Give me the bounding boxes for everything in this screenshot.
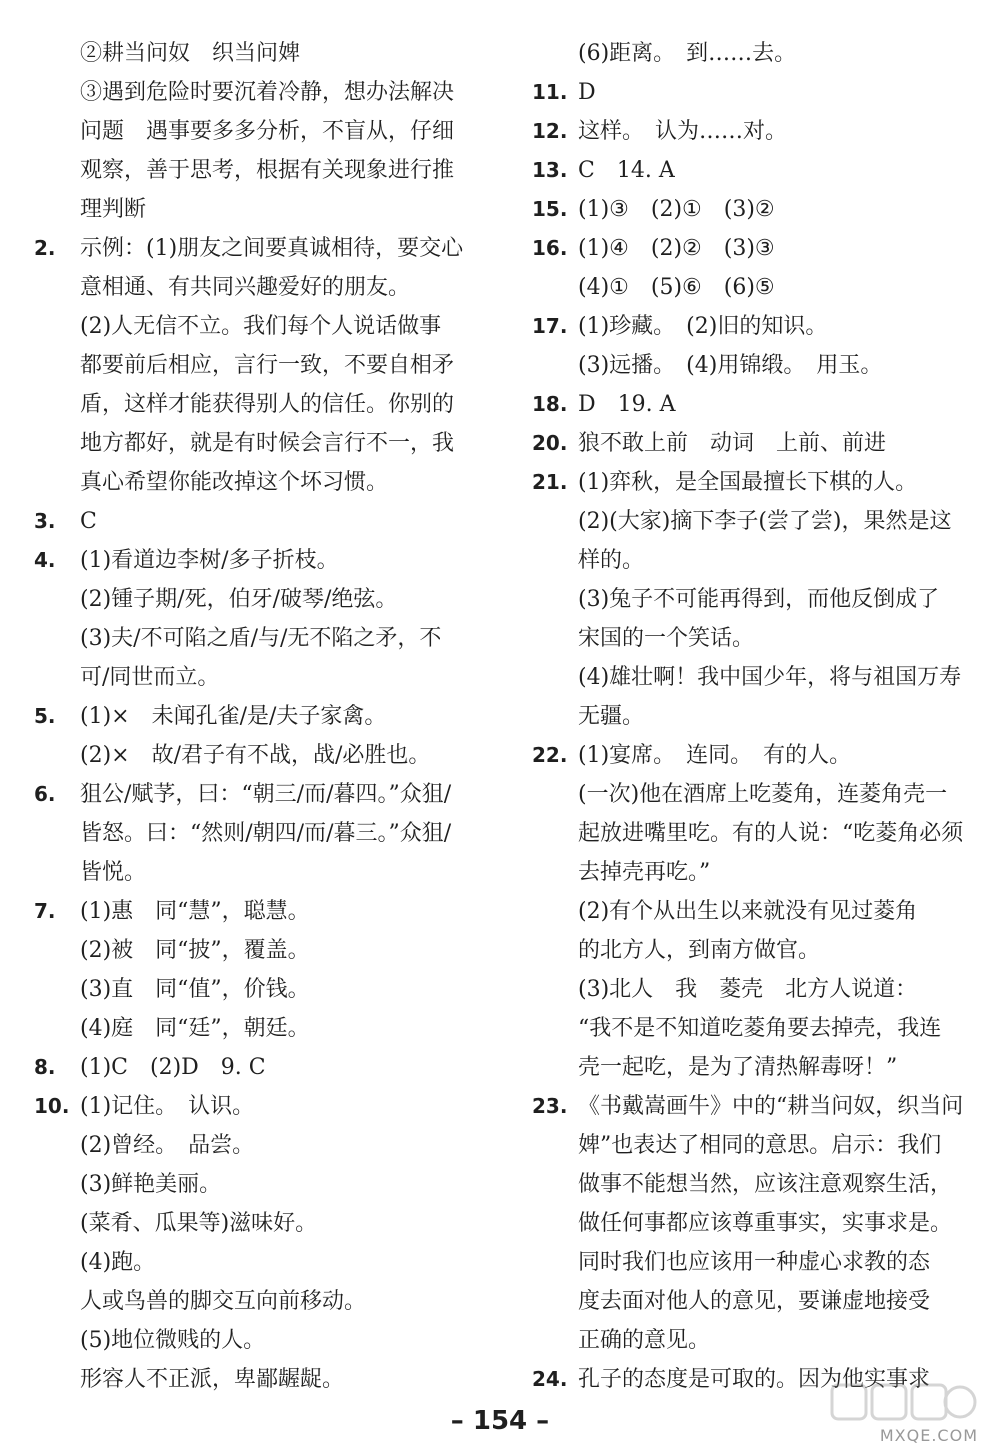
answer-text: (3)远播。 (4)用锦缎。 用玉。 <box>578 353 883 378</box>
answer-line <box>34 1048 464 1087</box>
answer-line <box>34 1204 464 1243</box>
answer-line <box>532 1204 972 1243</box>
answer-line <box>34 580 464 619</box>
answer-text: 理判断 <box>80 197 147 222</box>
watermark-text: MXQE.COM <box>879 1426 978 1445</box>
answer-line <box>34 1282 464 1321</box>
answer-line <box>34 424 464 463</box>
question-number: 2. <box>34 236 56 260</box>
answer-text: (3)北人 我 菱壳 北方人说道： <box>578 977 918 1002</box>
question-number: 8. <box>34 1055 56 1079</box>
answer-text: 壳一起吃，是为了清热解毒呀！” <box>578 1055 898 1080</box>
answer-text: 示例：(1)朋友之间要真诚相待，要交心 <box>80 236 464 261</box>
answer-text: 这样。 认为……对。 <box>578 119 788 144</box>
answer-text: 起放进嘴里吃。有的人说：“吃菱角必须 <box>578 821 964 846</box>
answer-line <box>532 619 972 658</box>
answer-text: (3)夫/不可陷之盾/与/无不陷之矛，不 <box>80 626 442 651</box>
answer-text: 形容人不正派，卑鄙龌龊。 <box>80 1367 345 1392</box>
answer-line <box>532 892 972 931</box>
answer-line <box>34 268 464 307</box>
answer-line <box>34 619 464 658</box>
answer-text: (4)雄壮啊！我中国少年，将与祖国万寿 <box>578 665 962 690</box>
answer-text: D <box>578 80 596 105</box>
answer-text: 问题 遇事要多多分析，不盲从，仔细 <box>80 119 455 144</box>
page-number: – 154 – <box>450 1406 550 1436</box>
question-number: 6. <box>34 782 56 806</box>
answer-line <box>34 736 464 775</box>
answer-line <box>532 814 972 853</box>
answer-text: 地方都好，就是有时候会言行不一，我 <box>80 431 455 456</box>
answer-line <box>532 73 972 112</box>
answer-text: (1)宴席。 连同。 有的人。 <box>578 743 852 768</box>
answer-line <box>532 1165 972 1204</box>
answer-line <box>532 1243 972 1282</box>
question-number: 20. <box>532 431 568 455</box>
answer-line <box>34 1009 464 1048</box>
answer-line <box>532 1282 972 1321</box>
question-number: 23. <box>532 1094 568 1118</box>
answer-text: (1)看道边李树/多子折枝。 <box>80 548 339 573</box>
answer-line <box>532 1087 972 1126</box>
answer-line <box>532 307 972 346</box>
answer-text: 正确的意见。 <box>578 1328 711 1353</box>
answer-line <box>34 229 464 268</box>
answer-line <box>532 736 972 775</box>
answer-text: (1)珍藏。 (2)旧的知识。 <box>578 314 828 339</box>
answer-line <box>34 151 464 190</box>
question-number: 13. <box>532 158 568 182</box>
question-number: 16. <box>532 236 568 260</box>
answer-text: (3)直 同“值”，价钱。 <box>80 977 310 1002</box>
answer-text: (菜肴、瓜果等)滋味好。 <box>80 1211 318 1236</box>
answer-text: 的北方人，到南方做官。 <box>578 938 821 963</box>
answer-text: (2)有个从出生以来就没有见过菱角 <box>578 899 918 924</box>
answer-text: (1)惠 同“慧”，聪慧。 <box>80 899 310 924</box>
answer-line <box>34 502 464 541</box>
answer-text: C <box>80 509 97 534</box>
answer-line <box>34 1087 464 1126</box>
answer-text: 意相通、有共同兴趣爱好的朋友。 <box>80 275 411 300</box>
answer-text: (1)× 未闻孔雀/是/夫子家禽。 <box>80 704 387 729</box>
answer-text: (1)记住。 认识。 <box>80 1094 255 1119</box>
answer-text: ②耕当问奴 织当问婢 <box>80 41 301 66</box>
answer-line <box>532 190 972 229</box>
answer-line <box>532 658 972 697</box>
answer-text: C 14. A <box>578 158 675 183</box>
answer-line <box>34 931 464 970</box>
answer-text: (2)× 故/君子有不战，战/必胜也。 <box>80 743 431 768</box>
answer-line <box>532 346 972 385</box>
answer-line <box>34 814 464 853</box>
answer-text: (6)距离。 到……去。 <box>578 41 797 66</box>
answer-line <box>532 541 972 580</box>
answer-line <box>34 190 464 229</box>
answer-text: (1)弈秋，是全国最擅长下棋的人。 <box>578 470 918 495</box>
answer-line <box>532 229 972 268</box>
answer-text: 《书戴嵩画牛》中的“耕当问奴，织当问 <box>578 1094 964 1119</box>
answer-text: (4)① (5)⑥ (6)⑤ <box>578 275 775 300</box>
answer-line <box>532 151 972 190</box>
answer-text: (4)跑。 <box>80 1250 156 1275</box>
answer-text: 婢”也表达了相同的意思。启示：我们 <box>578 1133 942 1158</box>
answer-line <box>34 463 464 502</box>
answer-line <box>34 892 464 931</box>
answer-line <box>34 775 464 814</box>
answer-line <box>532 1126 972 1165</box>
answer-line <box>34 1165 464 1204</box>
answer-text: 人或鸟兽的脚交互向前移动。 <box>80 1289 367 1314</box>
answer-line <box>34 112 464 151</box>
answer-text: (2)人无信不立。我们每个人说话做事 <box>80 314 442 339</box>
question-number: 12. <box>532 119 568 143</box>
answer-text: 度去面对他人的意见，要谦虚地接受 <box>578 1289 931 1314</box>
answer-text: (5)地位微贱的人。 <box>80 1328 266 1353</box>
answer-text: 观察，善于思考，根据有关现象进行推 <box>80 158 455 183</box>
answer-text: 都要前后相应，言行一致，不要自相矛 <box>80 353 455 378</box>
answer-line <box>532 268 972 307</box>
answer-text: 孔子的态度是可取的。因为他实事求 <box>578 1367 931 1392</box>
question-number: 22. <box>532 743 568 767</box>
answer-line <box>532 970 972 1009</box>
answer-text: 无疆。 <box>578 704 645 729</box>
answer-line <box>532 502 972 541</box>
answer-text: ③遇到危险时要沉着冷静，想办法解决 <box>80 80 455 105</box>
answer-text: 盾，这样才能获得别人的信任。你别的 <box>80 392 455 417</box>
answer-line <box>34 1321 464 1360</box>
question-number: 24. <box>532 1367 568 1391</box>
answer-line <box>532 853 972 892</box>
answer-text: 皆怒。曰：“然则/朝四/而/暮三。”众狙/ <box>80 821 452 846</box>
answer-line <box>34 1243 464 1282</box>
answer-line <box>34 307 464 346</box>
answer-text: (2)被 同“披”，覆盖。 <box>80 938 310 963</box>
answer-text: “我不是不知道吃菱角要去掉壳，我连 <box>578 1016 942 1041</box>
answer-line <box>34 658 464 697</box>
answer-line <box>532 1009 972 1048</box>
answer-text: (1)④ (2)② (3)③ <box>578 236 775 261</box>
answer-line <box>532 697 972 736</box>
answer-text: 同时我们也应该用一种虚心求教的态 <box>578 1250 931 1275</box>
answer-line <box>34 853 464 892</box>
answer-line <box>34 541 464 580</box>
answer-line <box>532 463 972 502</box>
left-column <box>34 34 464 1399</box>
answer-line <box>532 1321 972 1360</box>
answer-text: 狙公/赋芧，曰：“朝三/而/暮四。”众狙/ <box>80 782 452 807</box>
answer-text: 真心希望你能改掉这个坏习惯。 <box>80 470 389 495</box>
answer-text: 做任何事都应该尊重事实，实事求是。 <box>578 1211 953 1236</box>
answer-text: 去掉壳再吃。” <box>578 860 711 885</box>
answer-line <box>532 424 972 463</box>
question-number: 21. <box>532 470 568 494</box>
answer-line <box>532 34 972 73</box>
answer-text: 皆悦。 <box>80 860 147 885</box>
answer-text: (一次)他在酒席上吃菱角，连菱角壳一 <box>578 782 948 807</box>
answer-text: 可/同世而立。 <box>80 665 220 690</box>
answer-text: 宋国的一个笑话。 <box>578 626 755 651</box>
answer-line <box>532 112 972 151</box>
answer-text: D 19. A <box>578 392 676 417</box>
answer-line <box>34 1126 464 1165</box>
answer-line <box>532 1048 972 1087</box>
answer-line <box>532 931 972 970</box>
answer-line <box>34 346 464 385</box>
answer-line <box>34 34 464 73</box>
answer-text: (2)(大家)摘下李子(尝了尝)，果然是这 <box>578 509 952 534</box>
question-number: 5. <box>34 704 56 728</box>
answer-text: 样的。 <box>578 548 645 573</box>
answer-line <box>532 580 972 619</box>
answer-line <box>34 385 464 424</box>
answer-line <box>34 697 464 736</box>
answer-text: (1)③ (2)① (3)② <box>578 197 775 222</box>
question-number: 10. <box>34 1094 70 1118</box>
question-number: 15. <box>532 197 568 221</box>
answer-text: (2)锺子期/死，伯牙/破琴/绝弦。 <box>80 587 398 612</box>
answer-line <box>532 775 972 814</box>
answer-line <box>532 385 972 424</box>
question-number: 7. <box>34 899 56 923</box>
answer-text: (2)曾经。 品尝。 <box>80 1133 255 1158</box>
right-column <box>532 34 972 1399</box>
answer-line <box>34 970 464 1009</box>
answer-line <box>34 1360 464 1399</box>
answer-text: 做事不能想当然，应该注意观察生活， <box>578 1172 953 1197</box>
answer-text: (1)C (2)D 9. C <box>80 1055 266 1080</box>
question-number: 17. <box>532 314 568 338</box>
question-number: 4. <box>34 548 56 572</box>
question-number: 11. <box>532 80 568 104</box>
answer-text: (3)鲜艳美丽。 <box>80 1172 222 1197</box>
question-number: 3. <box>34 509 56 533</box>
question-number: 18. <box>532 392 568 416</box>
answer-text: (4)庭 同“廷”，朝廷。 <box>80 1016 310 1041</box>
answer-line <box>34 73 464 112</box>
answer-text: (3)兔子不可能再得到，而他反倒成了 <box>578 587 940 612</box>
answer-text: 狼不敢上前 动词 上前、前进 <box>578 431 887 456</box>
